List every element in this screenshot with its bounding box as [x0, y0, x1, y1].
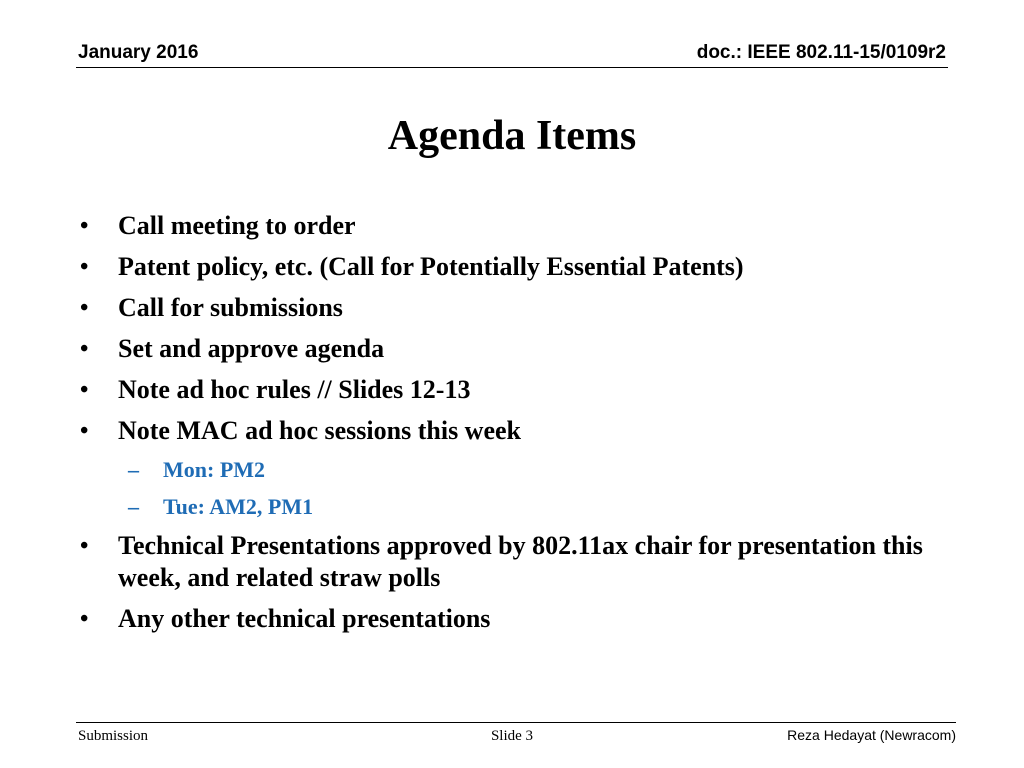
dash-icon: – [128, 494, 139, 519]
footer-slide-number: Slide 3 [490, 728, 534, 744]
bullet-icon: • [80, 377, 89, 403]
bullet-icon: • [80, 295, 89, 321]
agenda-item [78, 415, 958, 447]
agenda-subitem [78, 456, 958, 484]
agenda-list [78, 210, 958, 644]
bullet-icon: • [80, 418, 89, 444]
agenda-item [78, 603, 958, 635]
footer-author: Reza Hedayat (Newracom) [787, 727, 956, 743]
agenda-item [78, 374, 958, 406]
agenda-subitem [78, 493, 958, 521]
agenda-item-text: Patent policy, etc. (Call for Potentially Essential Patents) [118, 252, 744, 281]
agenda-item-text: Technical Presentations approved by 802.11ax chair for presentation this week, and related straw polls [118, 531, 923, 592]
agenda-item-text: Call meeting to order [118, 211, 356, 240]
agenda-item [78, 210, 958, 242]
agenda-item-text: Note ad hoc rules // Slides 12-13 [118, 375, 471, 404]
header-divider [76, 67, 948, 68]
header-doc-id: doc.: IEEE 802.11-15/0109r2 [696, 42, 946, 63]
agenda-item [78, 292, 958, 324]
dash-icon: – [128, 457, 139, 482]
agenda-subitem-text: Mon: PM2 [163, 457, 266, 482]
bullet-icon: • [80, 606, 89, 632]
bullet-icon: • [80, 213, 89, 239]
agenda-item-text: Note MAC ad hoc sessions this week [118, 416, 521, 445]
agenda-item-text: Set and approve agenda [118, 334, 385, 363]
agenda-item [78, 251, 958, 283]
agenda-item-text: Call for submissions [118, 293, 343, 322]
footer-divider [76, 722, 956, 723]
bullet-icon: • [80, 336, 89, 362]
slide-title: Agenda Items [387, 113, 637, 159]
bullet-icon: • [80, 254, 89, 280]
agenda-item [78, 333, 958, 365]
agenda-item-text: Any other technical presentations [118, 604, 491, 633]
agenda-item [78, 530, 958, 594]
bullet-icon: • [80, 533, 89, 559]
footer-submission: Submission [78, 728, 149, 744]
header-date: January 2016 [78, 42, 199, 63]
agenda-subitem-text: Tue: AM2, PM1 [163, 494, 314, 519]
